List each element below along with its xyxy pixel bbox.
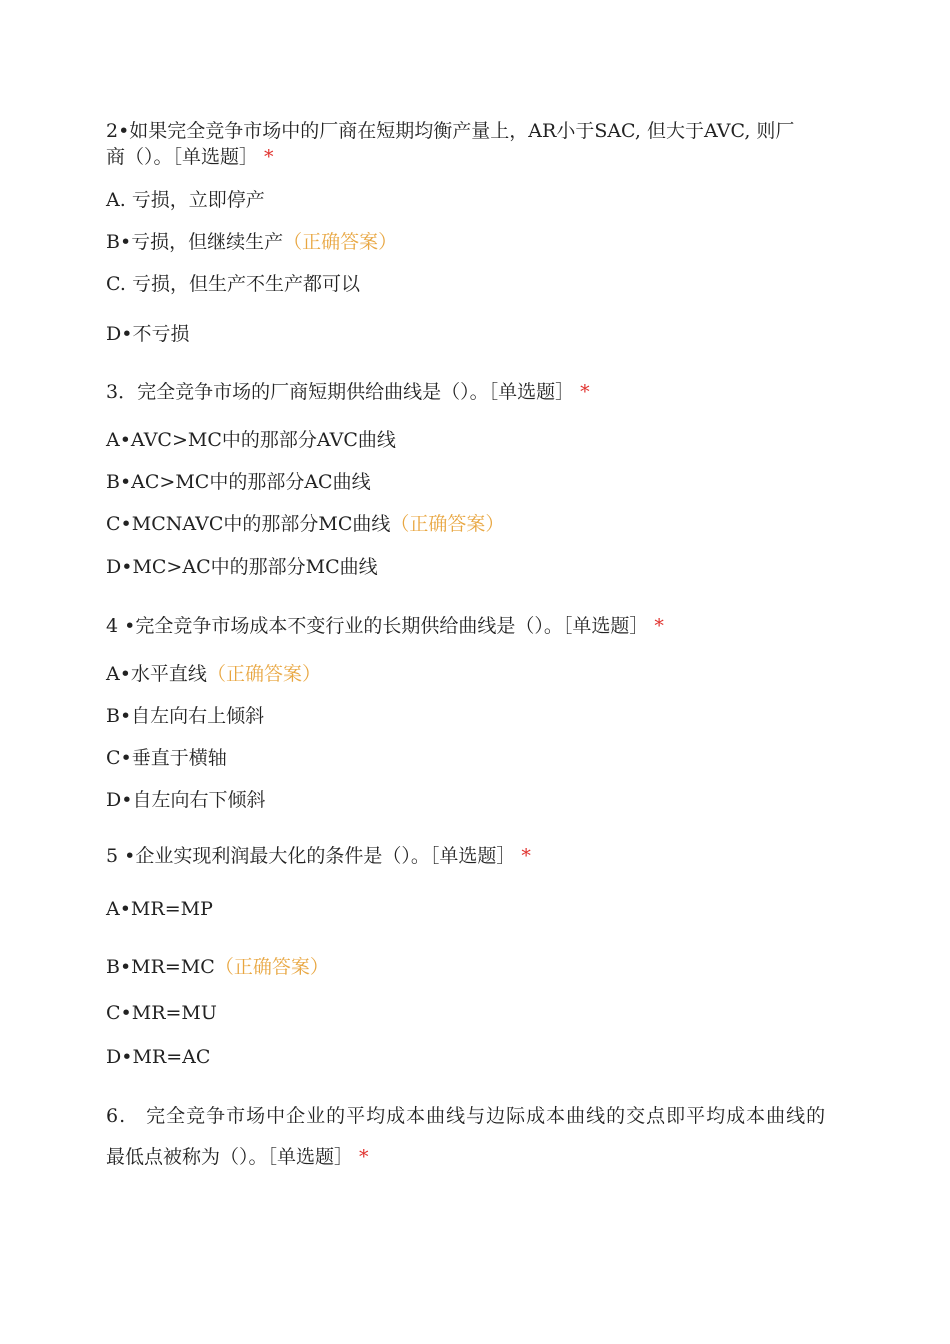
required-mark: *: [264, 146, 274, 168]
option-5b[interactable]: B•MR=MC（正确答案）: [106, 956, 329, 978]
question-5-text: 5 •企业实现利润最大化的条件是（）。［单选题］ *: [106, 845, 531, 867]
question-6-text-cont: 最低点被称为（）。［单选题］ *: [106, 1146, 369, 1168]
option-2b[interactable]: B•亏损，但继续生产（正确答案）: [106, 231, 398, 253]
required-mark: *: [521, 845, 531, 867]
required-mark: *: [580, 381, 590, 403]
correct-answer-label: （正确答案）: [214, 956, 329, 978]
correct-answer-label: （正确答案）: [390, 513, 505, 535]
option-2d[interactable]: D•不亏损: [106, 323, 190, 345]
question-2-text: 2•如果完全竞争市场中的厂商在短期均衡产量上，AR小于SAC, 但大于AVC, 则厂: [106, 120, 795, 142]
required-mark: *: [654, 615, 664, 637]
option-5d[interactable]: D•MR=AC: [106, 1046, 211, 1068]
option-3d[interactable]: D•MC>AC中的那部分MC曲线: [106, 556, 378, 578]
question-2-text-cont: 商（）。［单选题］ *: [106, 146, 274, 168]
correct-answer-label: （正确答案）: [206, 663, 321, 685]
question-3-text: 3．完全竞争市场的厂商短期供给曲线是（）。［单选题］ *: [106, 381, 590, 403]
option-4d[interactable]: D•自左向右下倾斜: [106, 789, 266, 811]
correct-answer-label: （正确答案）: [283, 231, 398, 253]
option-4c[interactable]: C•垂直于横轴: [106, 747, 227, 769]
option-3a[interactable]: A•AVC>MC中的那部分AVC曲线: [106, 429, 396, 451]
option-2a[interactable]: A. 亏损，立即停产: [106, 189, 265, 211]
option-2c[interactable]: C. 亏损，但生产不生产都可以: [106, 273, 360, 295]
option-5a[interactable]: A•MR=MP: [106, 898, 213, 920]
option-4a[interactable]: A•水平直线（正确答案）: [106, 663, 321, 685]
option-5c[interactable]: C•MR=MU: [106, 1002, 217, 1024]
required-mark: *: [359, 1146, 369, 1168]
option-3b[interactable]: B•AC>MC中的那部分AC曲线: [106, 471, 371, 493]
question-6-text: 6. 完全竞争市场中企业的平均成本曲线与边际成本曲线的交点即平均成本曲线的: [106, 1105, 827, 1127]
option-4b[interactable]: B•自左向右上倾斜: [106, 705, 265, 727]
question-4-text: 4 •完全竞争市场成本不变行业的长期供给曲线是（）。［单选题］ *: [106, 615, 664, 637]
option-3c[interactable]: C•MCNAVC中的那部分MC曲线（正确答案）: [106, 513, 505, 535]
